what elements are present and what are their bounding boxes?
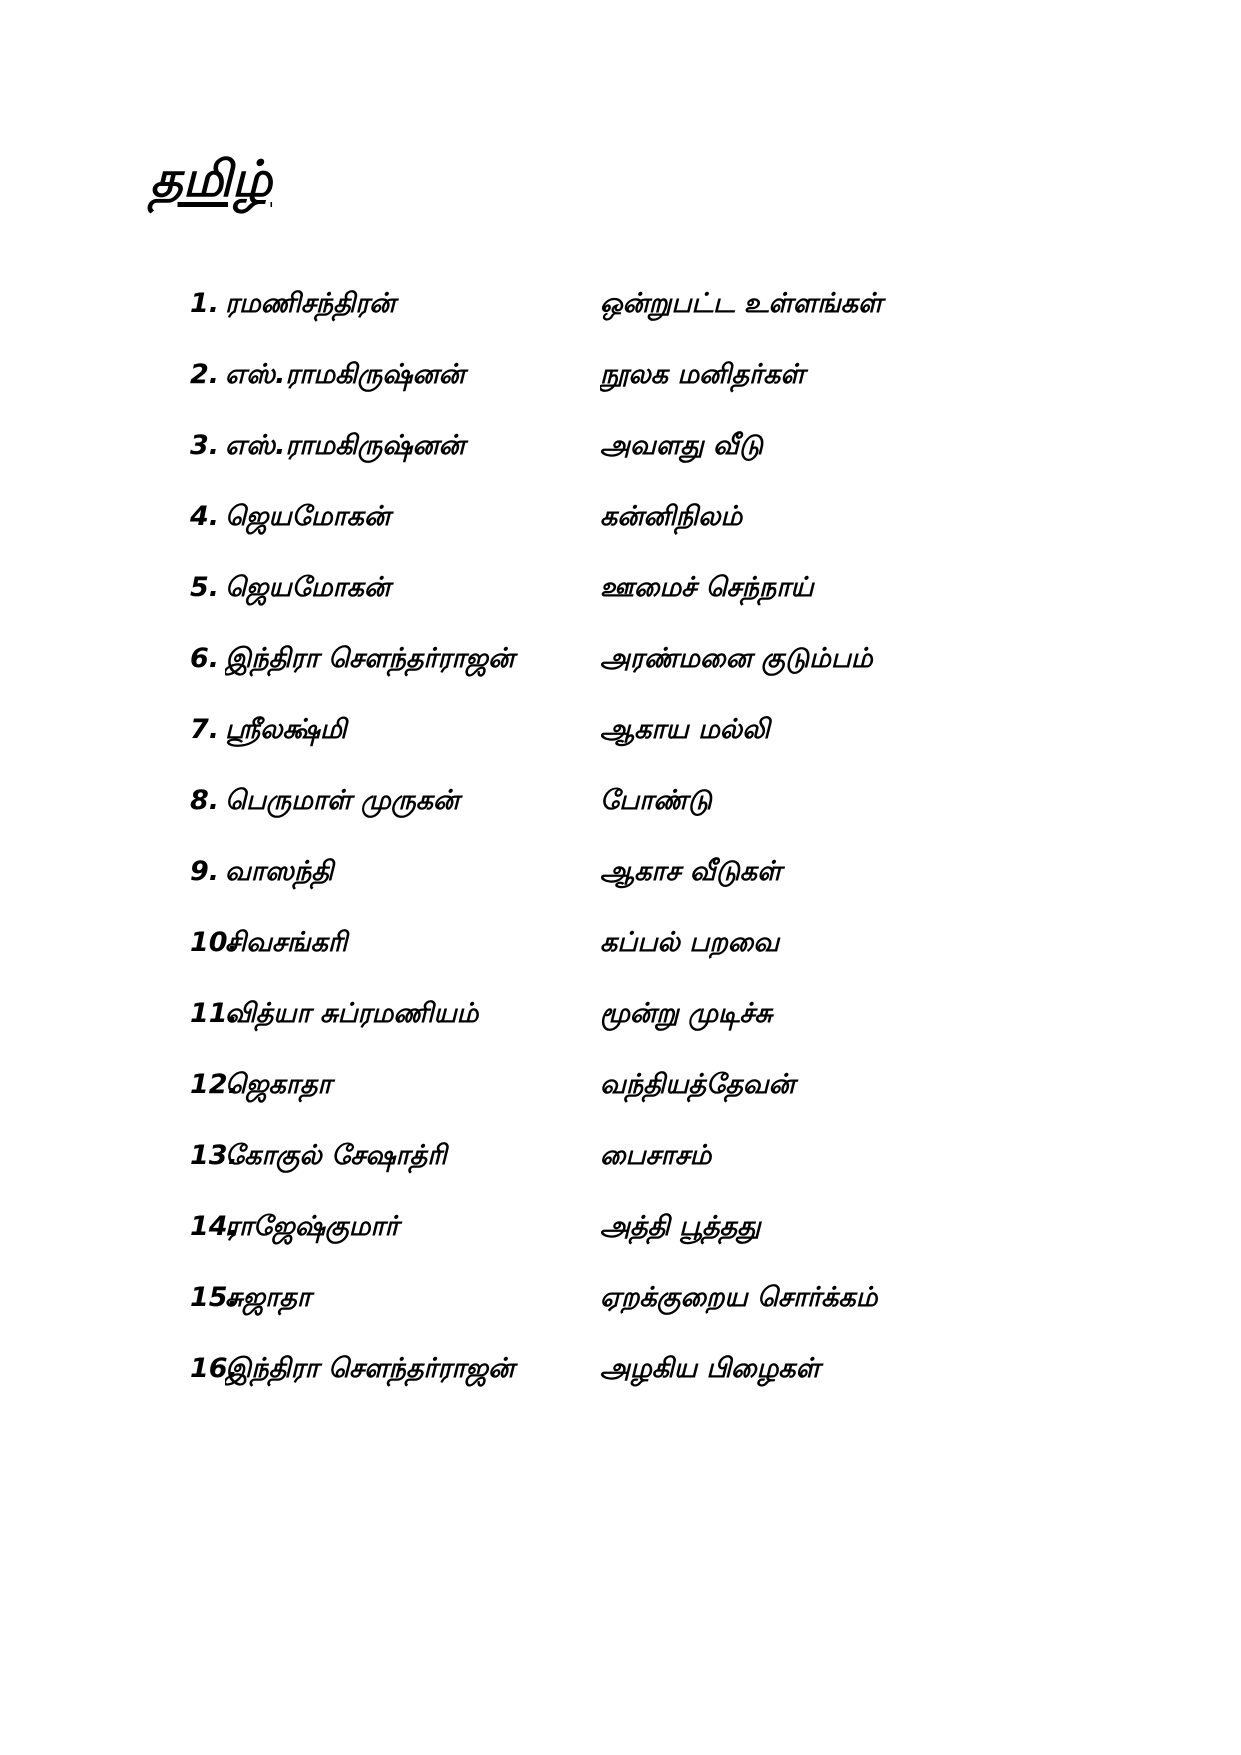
item-number: 1. [190, 288, 220, 319]
item-author: ராஜேஷ்குமார் [225, 1211, 399, 1242]
item-number: 16. [190, 1353, 238, 1384]
item-book-title: கன்னிநிலம் [600, 501, 743, 532]
item-author: ஸ்ரீலக்ஷ்மி [225, 714, 347, 745]
item-number: 2. [190, 359, 220, 390]
item-author: ஜெயமோகன் [225, 572, 391, 603]
list-item [190, 1203, 1190, 1274]
item-book-title: அழகிய பிழைகள் [600, 1353, 820, 1384]
list-item [190, 777, 1190, 848]
item-number: 13. [190, 1140, 238, 1171]
list-item [190, 848, 1190, 919]
item-author: வித்யா சுப்ரமணியம் [225, 998, 479, 1029]
list-item [190, 990, 1190, 1061]
item-book-title: வந்தியத்தேவன் [600, 1069, 795, 1100]
item-book-title: ஆகாய மல்லி [600, 714, 770, 745]
list-item [190, 280, 1190, 351]
item-author: இந்திரா சௌந்தர்ராஜன் [225, 1353, 515, 1384]
list-item [190, 1132, 1190, 1203]
item-book-title: ஒன்றுபட்ட உள்ளங்கள் [600, 288, 883, 319]
item-book-title: ஆகாச வீடுகள் [600, 856, 782, 887]
item-author: இந்திரா சௌந்தர்ராஜன் [225, 643, 515, 674]
item-number: 11. [190, 998, 238, 1029]
item-book-title: நூலக மனிதர்கள் [600, 359, 805, 390]
list-item [190, 1061, 1190, 1132]
list-item [190, 564, 1190, 635]
item-number: 12. [190, 1069, 238, 1100]
item-number: 4. [190, 501, 220, 532]
item-number: 8. [190, 785, 220, 816]
item-book-title: ஊமைச் செந்நாய் [600, 572, 814, 603]
item-book-title: அவளது வீடு [600, 430, 763, 461]
item-number: 10. [190, 927, 238, 958]
list-item [190, 706, 1190, 777]
item-number: 15. [190, 1282, 238, 1313]
item-book-title: அரண்மனை குடும்பம் [600, 643, 873, 674]
list-item [190, 351, 1190, 422]
item-book-title: போண்டு [600, 785, 712, 816]
page-title: தமிழ் [150, 150, 273, 208]
item-number: 6. [190, 643, 220, 674]
list-item [190, 493, 1190, 564]
list-item [190, 635, 1190, 706]
item-number: 3. [190, 430, 220, 461]
book-list [190, 280, 1190, 1416]
item-author: கோகுல் சேஷாத்ரி [225, 1140, 447, 1171]
item-book-title: பைசாசம் [600, 1140, 712, 1171]
item-author: வாஸந்தி [225, 856, 334, 887]
list-item [190, 422, 1190, 493]
item-book-title: மூன்று முடிச்சு [600, 998, 773, 1029]
item-author: ரமணிசந்திரன் [225, 288, 396, 319]
item-author: சுஜாதா [225, 1282, 311, 1313]
item-number: 5. [190, 572, 220, 603]
item-number: 7. [190, 714, 220, 745]
list-item [190, 1274, 1190, 1345]
list-item [190, 1345, 1190, 1416]
item-book-title: கப்பல் பறவை [600, 927, 780, 958]
item-number: 14. [190, 1211, 238, 1242]
list-item [190, 919, 1190, 990]
item-author: ஜெயமோகன் [225, 501, 391, 532]
item-number: 9. [190, 856, 220, 887]
item-book-title: அத்தி பூத்தது [600, 1211, 761, 1242]
item-book-title: ஏறக்குறைய சொர்க்கம் [600, 1282, 878, 1313]
item-author: பெருமாள் முருகன் [225, 785, 460, 816]
item-author: ஜெகாதா [225, 1069, 332, 1100]
item-author: எஸ்.ராமகிருஷ்னன் [225, 430, 465, 461]
item-author: சிவசங்கரி [225, 927, 348, 958]
item-author: எஸ்.ராமகிருஷ்னன் [225, 359, 465, 390]
